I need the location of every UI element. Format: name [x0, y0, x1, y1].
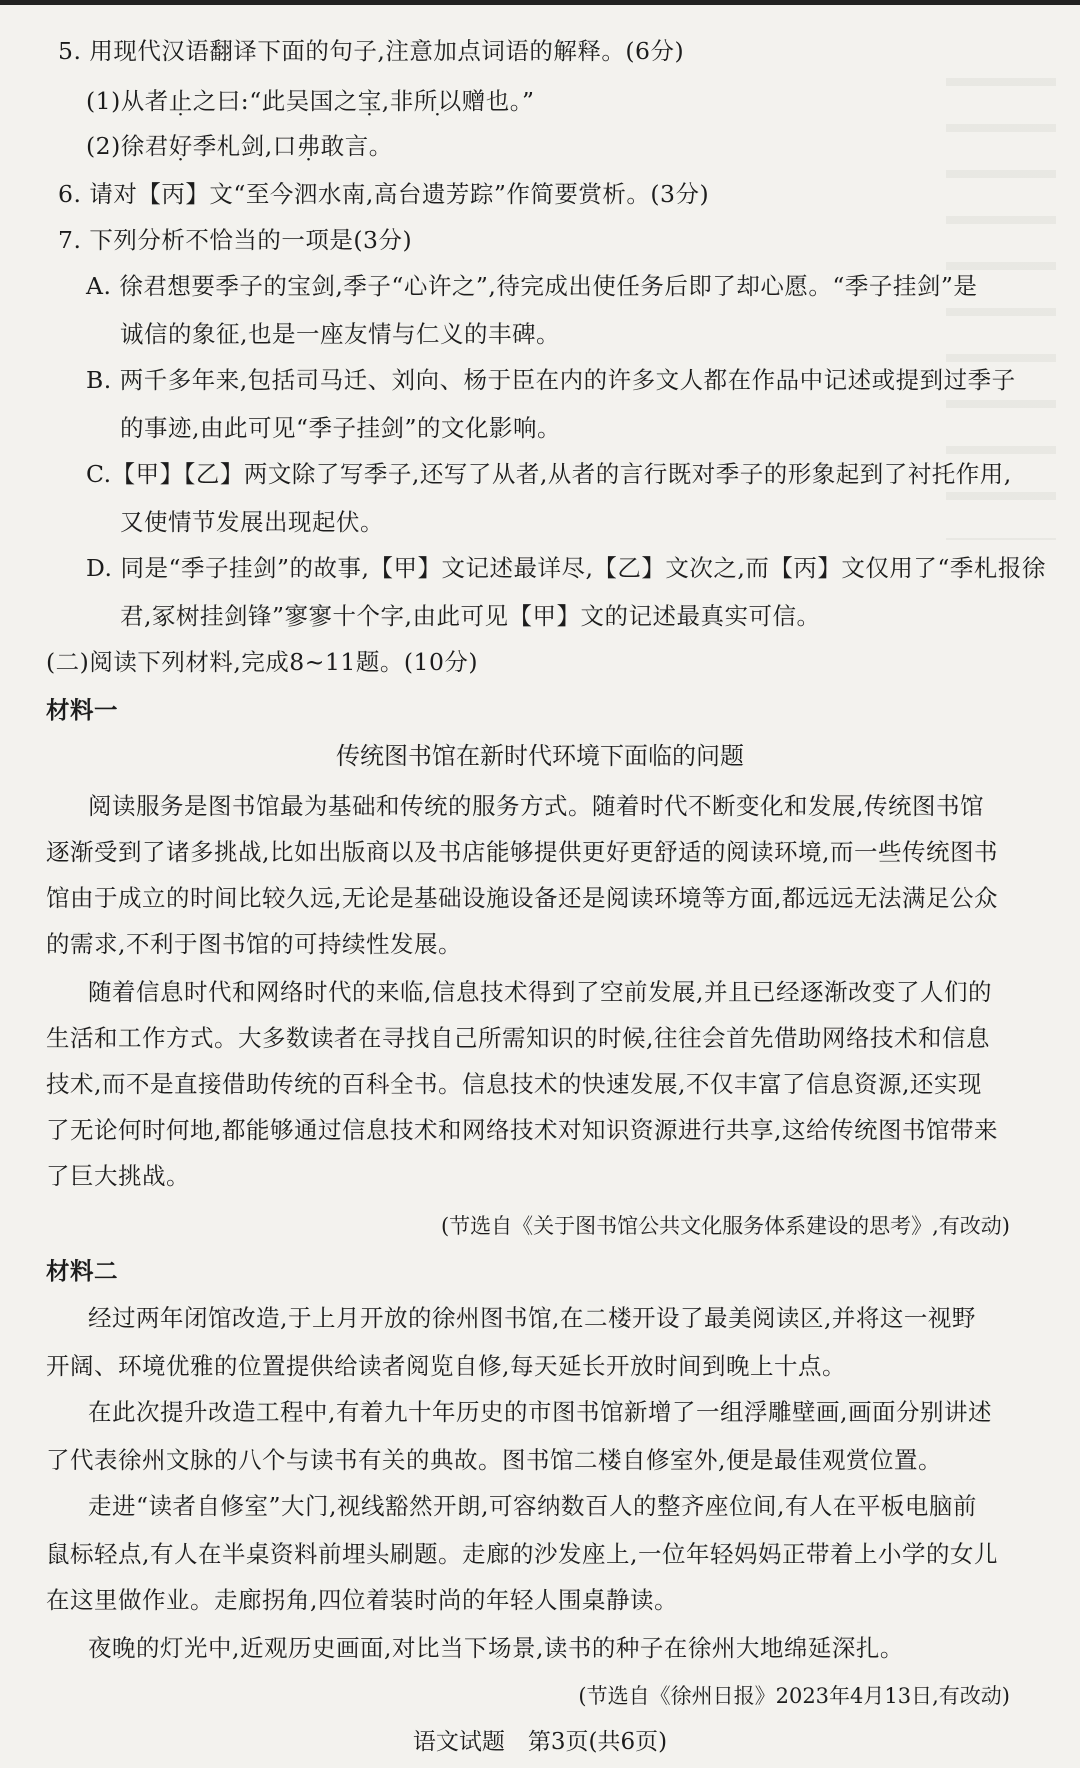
emphasized-word: 宝 [357, 87, 382, 115]
paragraph-line: 生活和工作方式。大多数读者在寻找自己所需知识的时候,往往会首先借助网络技术和信息 [46, 1024, 990, 1052]
sentence-segment: 赠也。” [461, 87, 535, 115]
paragraph-line: 鼠标轻点,有人在半桌资料前埋头刷题。走廊的沙发座上,一位年轻妈妈正带着上小学的女儿 [46, 1540, 998, 1568]
sentence-segment: 之曰:“此吴国之 [192, 87, 358, 115]
paragraph-line: 的需求,不利于图书馆的可持续性发展。 [46, 930, 462, 958]
sentence-segment: ,非 [381, 87, 414, 115]
paragraph-line: 阅读服务是图书馆最为基础和传统的服务方式。随着时代不断变化和发展,传统图书馆 [88, 792, 984, 820]
option-b-line-1: B. 两千多年来,包括司马迁、刘向、杨于臣在内的许多文人都在作品中记述或提到过季子 [86, 366, 1016, 394]
emphasized-word: 好 [168, 132, 193, 160]
option-a-line-1: A. 徐君想要季子的宝剑,季子“心许之”,待完成出使任务后即了却心愿。“季子挂剑”是 [86, 272, 978, 300]
paragraph-line: 逐渐受到了诸多挑战,比如出版商以及书店能够提供更好更舒适的阅读环境,而一些传统图书 [46, 838, 998, 866]
emphasized-word: 所以 [413, 87, 462, 115]
paragraph-line: 在这里做作业。走廊拐角,四位着装时尚的年轻人围桌静读。 [46, 1586, 678, 1614]
material-2-source: (节选自《徐州日报》2023年4月13日,有改动) [578, 1684, 1010, 1708]
sentence-segment: (2)徐君 [86, 132, 169, 160]
question-7: 7. 下列分析不恰当的一项是(3分) [58, 226, 413, 254]
option-c-line-1: C.【甲】【乙】两文除了写季子,还写了从者,从者的言行既对季子的形象起到了衬托作用, [86, 460, 1012, 488]
sentence-segment: (1)从者 [86, 87, 169, 115]
emphasized-word: 止 [168, 87, 193, 115]
question-5-item-2 [86, 130, 393, 162]
question-5-item-1 [86, 85, 534, 117]
option-c-line-2: 又使情节发展出现起伏。 [120, 508, 384, 536]
question-5: 5. 用现代汉语翻译下面的句子,注意加点词语的解释。(6分) [58, 37, 685, 65]
option-d-line-2: 君,冢树挂剑锋”寥寥十个字,由此可见【甲】文的记述最真实可信。 [120, 602, 821, 630]
option-b-line-2: 的事迹,由此可见“季子挂剑”的文化影响。 [120, 414, 561, 442]
scan-edge [0, 0, 1080, 5]
material-1-label: 材料一 [46, 696, 118, 724]
section-2-heading: (二)阅读下列材料,完成8~11题。(10分) [46, 648, 479, 676]
material-1-source: (节选自《关于图书馆公共文化服务体系建设的思考》,有改动) [440, 1214, 1010, 1238]
paragraph-line: 馆由于成立的时间比较久远,无论是基础设施设备还是阅读环境等方面,都远远无法满足公众 [46, 884, 998, 912]
question-6: 6. 请对【丙】文“至今泗水南,高台遗芳踪”作简要赏析。(3分) [58, 180, 710, 208]
page-footer: 语文试题 第3页(共6页) [412, 1729, 668, 1755]
paragraph-line: 了代表徐州文脉的八个与读书有关的典故。图书馆二楼自修室外,便是最佳观赏位置。 [46, 1446, 942, 1474]
sentence-segment: 敢言。 [320, 132, 393, 160]
paragraph-line: 走进“读者自修室”大门,视线豁然开朗,可容纳数百人的整齐座位间,有人在平板电脑前 [88, 1492, 977, 1520]
paragraph-line: 随着信息时代和网络时代的来临,信息技术得到了空前发展,并且已经逐渐改变了人们的 [88, 978, 992, 1006]
paragraph-line: 技术,而不是直接借助传统的百科全书。信息技术的快速发展,不仅丰富了信息资源,还实现 [46, 1070, 982, 1098]
material-1-title: 传统图书馆在新时代环境下面临的问题 [336, 742, 744, 770]
paragraph-line: 开阔、环境优雅的位置提供给读者阅览自修,每天延长开放时间到晚上十点。 [46, 1352, 846, 1380]
sentence-segment: 季札剑,口 [192, 132, 297, 160]
paragraph-line: 了无论何时何地,都能够通过信息技术和网络技术对知识资源进行共享,这给传统图书馆带来 [46, 1116, 998, 1144]
material-2-label: 材料二 [46, 1257, 118, 1285]
paragraph-line: 了巨大挑战。 [46, 1162, 190, 1190]
paragraph-line: 夜晚的灯光中,近观历史画面,对比当下场景,读书的种子在徐州大地绵延深扎。 [88, 1634, 904, 1662]
paragraph-line: 在此次提升改造工程中,有着九十年历史的市图书馆新增了一组浮雕壁画,画面分别讲述 [88, 1398, 992, 1426]
paragraph-line: 经过两年闭馆改造,于上月开放的徐州图书馆,在二楼开设了最美阅读区,并将这一视野 [88, 1304, 976, 1332]
emphasized-word: 弗 [296, 132, 321, 160]
option-d-line-1: D. 同是“季子挂剑”的故事,【甲】文记述最详尽,【乙】文次之,而【丙】文仅用了“季札报徐 [86, 554, 1046, 582]
option-a-line-2: 诚信的象征,也是一座友情与仁义的丰碑。 [120, 320, 560, 348]
